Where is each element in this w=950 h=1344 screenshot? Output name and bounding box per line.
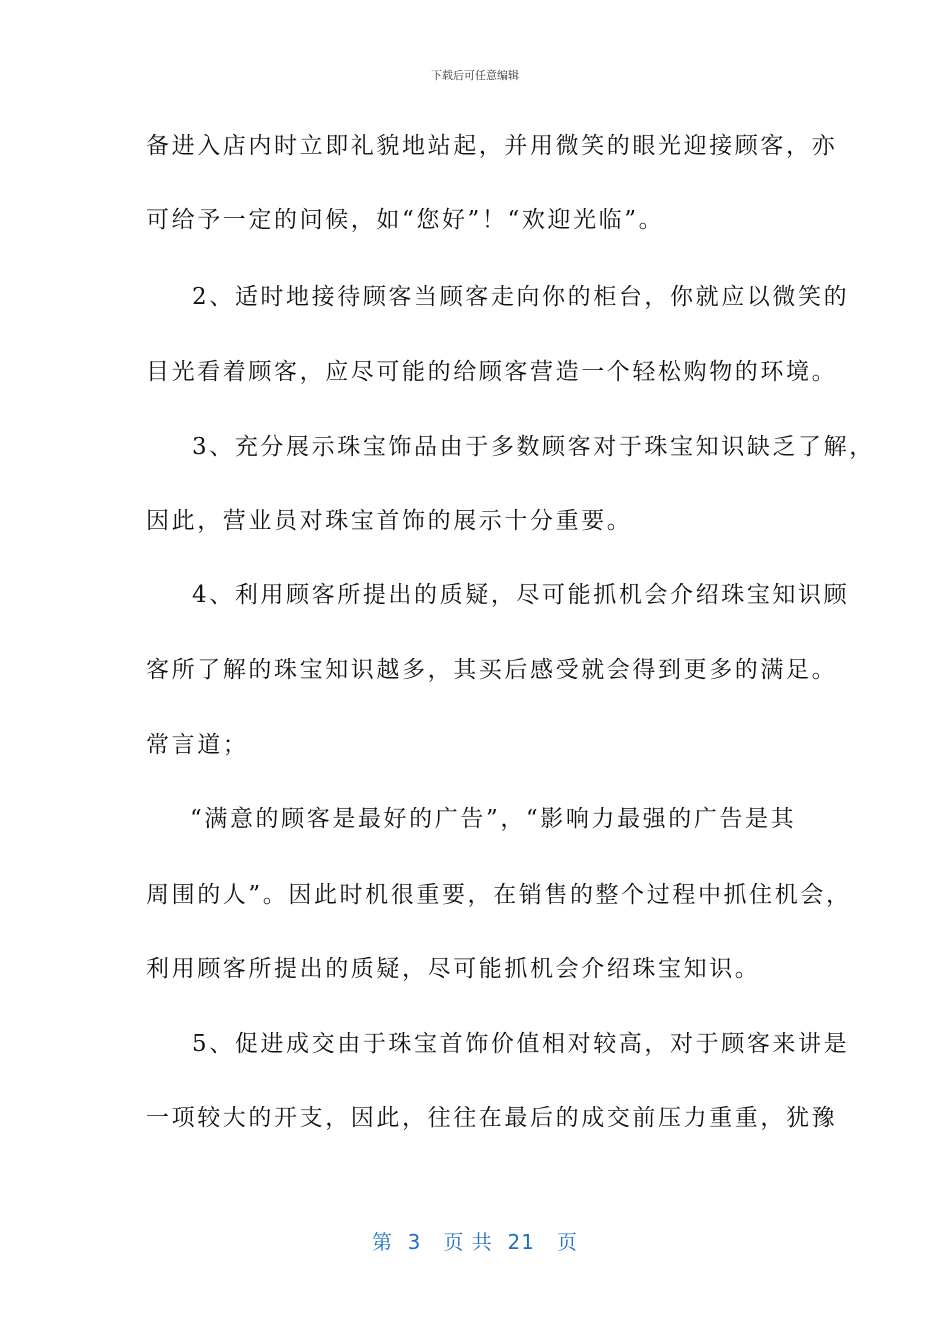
body-line: 周围的人”。因此时机很重要，在销售的整个过程中抓住机会， (146, 882, 852, 908)
body-line: 2、适时地接待顾客当顾客走向你的柜台，你就应以微笑的 (192, 284, 850, 310)
body-line: “满意的顾客是最好的广告”，“影响力最强的广告是其 (190, 806, 797, 832)
body-line: 目光看着顾客，应尽可能的给顾客营造一个轻松购物的环境。 (146, 359, 838, 385)
body-line: 可给予一定的问候，如“您好”！“欢迎光临”。 (146, 207, 665, 233)
body-line: 因此，营业员对珠宝首饰的展示十分重要。 (146, 508, 633, 534)
body-line: 一项较大的开支，因此，往往在最后的成交前压力重重，犹豫 (146, 1105, 838, 1131)
body-line: 3、充分展示珠宝饰品由于多数顾客对于珠宝知识缺乏了解， (192, 434, 875, 460)
body-line: 利用顾客所提出的质疑，尽可能抓机会介绍珠宝知识。 (146, 956, 761, 982)
body-line: 常言道； (146, 732, 249, 758)
body-line: 备进入店内时立即礼貌地站起，并用微笑的眼光迎接顾客，亦 (146, 133, 838, 159)
body-line: 5、促进成交由于珠宝首饰价值相对较高，对于顾客来讲是 (192, 1031, 850, 1057)
body-line: 客所了解的珠宝知识越多，其买后感受就会得到更多的满足。 (146, 657, 838, 683)
header-note: 下载后可任意编辑 (431, 69, 519, 82)
body-line: 4、利用顾客所提出的质疑，尽可能抓机会介绍珠宝知识顾 (192, 582, 850, 608)
page-number-footer: 第 3 页 共 21 页 (371, 1230, 579, 1254)
